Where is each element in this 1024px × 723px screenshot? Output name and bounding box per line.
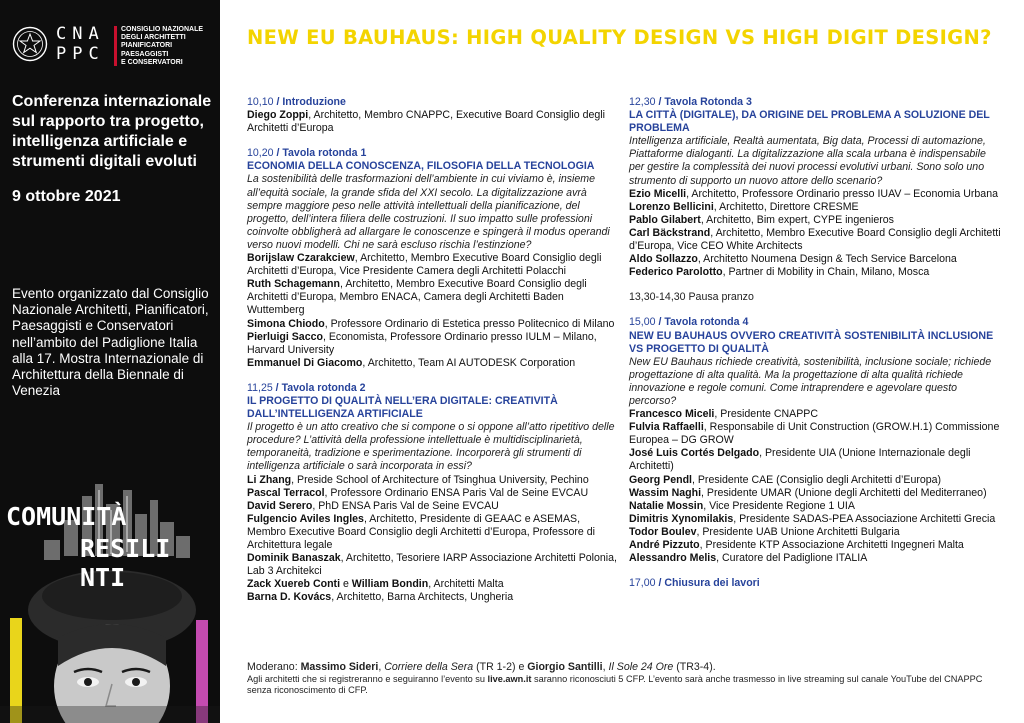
artwork-title-fragment: RESILI bbox=[80, 534, 171, 563]
program-section-tavola-4 bbox=[629, 316, 1001, 565]
speaker-entry bbox=[629, 227, 1001, 253]
session-description: New EU Bauhaus richiede creatività, sostenibilità, inclusione sociale; richiede progettazione di alta qualità. Ma la progettazione di alta qualità richiede innovazione e regole comuni. Come intraprendere e agevolare questo percorso? bbox=[629, 355, 992, 407]
event-description: Evento organizzato dal Consiglio Nazionale Architetti, Pianificatori, Paesaggisti e Conservatori nell’ambito del Padiglione Italia alla 17. Mostra Internazionale di Architettura della Biennale di Venezia bbox=[12, 286, 209, 399]
logo-org-line: PIANIFICATORI bbox=[121, 42, 173, 50]
speaker-name: Borijslaw Czarakciew bbox=[247, 252, 355, 265]
speaker-entry bbox=[629, 513, 1001, 526]
speaker-entry bbox=[629, 447, 1001, 473]
session-label: Chiusura dei lavori bbox=[664, 577, 760, 590]
speaker-role: , Architetto, Membro Executive Board Consiglio degli Architetti d’Europa, Vice Presidente Camera degli Architetti Polacchi bbox=[247, 252, 602, 278]
speaker-entry bbox=[247, 500, 619, 513]
speaker-role: , Presidente CAE (Consiglio degli Architetti d’Europa) bbox=[691, 473, 942, 486]
speaker-name: Aldo Sollazzo bbox=[629, 253, 698, 266]
speaker-name: Federico Parolotto bbox=[629, 266, 723, 279]
speaker-name: Pierluigi Sacco bbox=[247, 330, 323, 343]
artwork-title-fragment: NTI bbox=[80, 563, 126, 592]
speaker-entry bbox=[629, 474, 1001, 487]
speaker-entry bbox=[629, 500, 1001, 513]
session-header: 10,20 / Tavola rotonda 1 bbox=[247, 147, 367, 160]
moderators-line bbox=[247, 661, 1007, 674]
live-link[interactable]: live.awn.it bbox=[487, 673, 532, 684]
logo-org-name bbox=[121, 26, 213, 67]
speaker-role: , Architetto, Direttore CRESME bbox=[713, 200, 859, 213]
logo-divider bbox=[114, 26, 117, 66]
speaker-name: Wassim Naghi bbox=[629, 486, 702, 499]
session-label: Tavola Rotonda 3 bbox=[664, 96, 752, 108]
speaker-role: , Professore Ordinario di Estetica presso Politecnico di Milano bbox=[324, 317, 615, 330]
speaker-role: , Architetto, Professore Ordinario presso IUAV – Economia Urbana bbox=[686, 187, 998, 200]
lunch-break: 13,30-14,30 Pausa pranzo bbox=[629, 291, 754, 304]
speaker-name: Carl Bäckstrand bbox=[629, 226, 711, 239]
speaker-name: Francesco Miceli bbox=[629, 408, 715, 421]
moderator-name: Massimo Sideri bbox=[300, 661, 379, 673]
speaker-name: Ezio Micelli bbox=[629, 187, 687, 200]
speaker-name: Diego Zoppi bbox=[247, 109, 309, 122]
logo-org-line: E CONSERVATORI bbox=[121, 58, 183, 66]
session-title: ECONOMIA DELLA CONOSCENZA, FILOSOFIA DELLA TECNOLOGIA bbox=[247, 160, 595, 173]
speaker-entry bbox=[247, 109, 619, 135]
speaker-role: , Architetto, Team AI AUTODESK Corporation bbox=[362, 356, 576, 369]
speaker-name: David Serero bbox=[247, 499, 313, 512]
speaker-role: , Presidente KTP Associazione Architetti Ingegneri Malta bbox=[699, 539, 964, 551]
speaker-role: , Presidente CNAPPC bbox=[714, 408, 819, 421]
program-section-tavola-3 bbox=[629, 96, 1001, 279]
speaker-name: José Luis Cortés Delgado bbox=[629, 447, 760, 460]
speaker-name: Ruth Schagemann bbox=[247, 278, 341, 291]
logo-org-line: PAESAGGISTI bbox=[121, 50, 169, 58]
speaker-name: Emmanuel Di Giacomo bbox=[247, 356, 363, 369]
speaker-entry bbox=[247, 487, 619, 500]
speaker-name: André Pizzuto bbox=[629, 539, 700, 551]
speaker-entry bbox=[247, 474, 619, 487]
moderator-sessions: (TR3-4). bbox=[673, 661, 716, 673]
speaker-name: William Bondin bbox=[351, 578, 429, 591]
speaker-entry bbox=[629, 214, 1001, 227]
program-section-tavola-1 bbox=[247, 147, 619, 370]
speaker-name: Simona Chiodo bbox=[247, 317, 325, 330]
speaker-entry bbox=[247, 318, 619, 331]
session-label: Tavola rotonda 1 bbox=[282, 147, 367, 160]
speaker-role: , Curatore del Padiglione ITALIA bbox=[716, 552, 868, 565]
speaker-entry bbox=[629, 421, 1001, 447]
speaker-role: , Presidente UMAR (Unione degli Architetti del Mediterraneo) bbox=[701, 486, 987, 499]
separator: , bbox=[378, 661, 385, 673]
speaker-role: , Architetto Noumena Design & Tech Service Barcelona bbox=[697, 253, 957, 266]
speaker-role: , Architetto, Bim expert, CYPE ingenieros bbox=[700, 213, 894, 226]
speaker-name: Fulvia Raffaelli bbox=[629, 421, 704, 434]
session-time: 10,10 bbox=[247, 96, 274, 108]
speaker-role: , Architetti Malta bbox=[428, 578, 504, 591]
logo-org-line: DEGLI ARCHITETTI bbox=[121, 34, 186, 42]
speaker-entry bbox=[629, 487, 1001, 500]
speaker-name: Georg Pendl bbox=[629, 473, 692, 486]
session-header: 10,10 / Introduzione bbox=[247, 96, 346, 108]
speaker-entry bbox=[247, 278, 619, 317]
moderator-sessions: (TR 1-2) e bbox=[473, 661, 528, 673]
session-title: IL PROGETTO DI QUALITÀ NELL’ERA DIGITALE: CREATIVITÀ DALL’INTELLIGENZA ARTIFICIALE bbox=[247, 394, 558, 421]
speaker-role: , Professore Ordinario ENSA Paris Val de Seine EVCAU bbox=[324, 486, 589, 499]
speaker-entry bbox=[247, 513, 619, 552]
session-time: 17,00 bbox=[629, 577, 656, 590]
artwork-title-line2-a bbox=[80, 534, 220, 592]
speaker-entry bbox=[629, 201, 1001, 214]
cfp-note-text: Agli architetti che si registreranno e seguiranno l’evento su bbox=[247, 673, 488, 684]
logo-letters-line: CNA bbox=[56, 24, 105, 44]
program-section-tavola-2 bbox=[247, 382, 619, 605]
cfp-note bbox=[247, 674, 1007, 696]
speaker-role: , Presidente UIA (Unione Internazionale degli Architetti) bbox=[629, 447, 971, 473]
conference-title: Conferenza internazionale sul rapporto tra progetto, intelligenza artificiale e strumenti digitali evoluti bbox=[12, 93, 212, 170]
speaker-name: Lorenzo Bellicini bbox=[629, 200, 714, 213]
program-column-right bbox=[629, 96, 1001, 602]
speaker-name: Todor Boulev bbox=[629, 525, 697, 538]
speaker-name: Natalie Mossin bbox=[629, 499, 704, 512]
speaker-entry bbox=[247, 552, 619, 578]
logo-letters-line: PPC bbox=[56, 44, 105, 64]
moderators-label: Moderano: bbox=[247, 661, 301, 673]
speaker-role: , Architetto, Tesoriere IARP Associazione Architetti Polonia, Lab 3 Architekci bbox=[247, 552, 617, 578]
speaker-entry bbox=[629, 188, 1001, 201]
session-label: Introduzione bbox=[282, 96, 346, 108]
speaker-entry bbox=[247, 578, 619, 591]
program-section-chiusura bbox=[629, 577, 1001, 590]
speaker-name: Pablo Gilabert bbox=[629, 213, 701, 226]
speaker-role: , Economista, Professore Ordinario presso IULM – Milano, Harvard University bbox=[247, 330, 597, 356]
speaker-joiner: e bbox=[340, 578, 352, 591]
session-title: NEW EU BAUHAUS OVVERO CREATIVITÀ SOSTENIBILITÀ INCLUSIONE VS PROGETTO DI QUALITÀ bbox=[629, 329, 994, 355]
speaker-name: Dominik Banaszak bbox=[247, 552, 341, 565]
speaker-name: Fulgencio Aviles Ingles bbox=[247, 512, 364, 525]
logo-letters bbox=[56, 24, 105, 64]
footer bbox=[247, 661, 1007, 696]
speaker-entry bbox=[629, 266, 1001, 279]
speaker-entry bbox=[629, 539, 1001, 552]
session-time: 12,30 bbox=[629, 96, 656, 108]
speaker-entry bbox=[629, 408, 1001, 421]
speaker-role: , Architetto, Membro Executive Board Consiglio degli Architetti d’Europa, Vice CEO White Architects bbox=[629, 226, 1001, 253]
session-header: 11,25 / Tavola rotonda 2 bbox=[247, 381, 366, 394]
moderator-name: Giorgio Santilli bbox=[527, 661, 603, 673]
program-section-introduzione bbox=[247, 96, 619, 135]
session-label: Tavola rotonda 2 bbox=[281, 381, 366, 394]
cfp-note-text: saranno riconosciuti 5 CFP. L’evento sarà anche trasmesso in live streaming sul canale YouTube del CNAPPC senza riconoscimento di CFP. bbox=[247, 673, 983, 695]
speaker-name: Dimitris Xynomilakis bbox=[629, 512, 734, 525]
speaker-role: , Architetto, Barna Architects, Ungheria bbox=[331, 591, 514, 604]
session-time: 15,00 bbox=[629, 316, 656, 329]
session-title: LA CITTÀ (DIGITALE), DA ORIGINE DEL PROBLEMA A SOLUZIONE DEL PROBLEMA bbox=[629, 109, 990, 135]
speaker-role: , Presidente UAB Unione Architetti Bulgaria bbox=[696, 525, 900, 538]
moderator-outlet: Il Sole 24 Ore bbox=[608, 661, 674, 673]
session-description: La sostenibilità delle trasformazioni dell’ambiente in cui viviamo è, insieme all’equità sociale, la grande sfida del XXI secolo. La digitalizzazione avrà sempre maggiore peso nelle attività intellettuali della pianificazione, del progetto, dell’intera filiera delle costruzioni. Il suo impatto sulle professioni coinvolte obbligherà ad allargare le conoscenze e spingerà il modus operandi verso nuovi modelli. Chi ne sarà escluso rischia l’estinzione? bbox=[247, 173, 610, 251]
cnappc-logo bbox=[12, 24, 212, 72]
session-header: 15,00 / Tavola rotonda 4 bbox=[629, 316, 749, 329]
speaker-name: Zack Xuereb Conti bbox=[247, 578, 341, 591]
session-time: 11,25 bbox=[247, 381, 273, 394]
speaker-role: , Architetto, Presidente di GEAAC e ASEMAS, Membro Executive Board Consiglio degli Architetti d’Europa, Professore di Architettura legale bbox=[247, 512, 596, 551]
speaker-role: , Architetto, Membro Executive Board Consiglio degli Architetti d’Europa, Membro ENACA, Camera degli Architetti Baden Wuttemberg bbox=[247, 278, 587, 317]
speaker-role: , Partner di Mobility in Chain, Milano, Mosca bbox=[722, 266, 930, 279]
session-header: 12,30 / Tavola Rotonda 3 bbox=[629, 96, 752, 108]
session-description: Il progetto è un atto creativo che si compone o si oppone all’atto ripetitivo delle procedure? L’attività della professione intellettuale è multidisciplinarietà, temporaneità, tradizione e sperimentazione. Incorporerà gli strumenti di intelligenza artificiale o sarà incorporata in essi? bbox=[247, 421, 615, 473]
speaker-name: Alessandro Melis bbox=[629, 552, 717, 565]
sidebar bbox=[0, 0, 220, 723]
session-time: 10,20 bbox=[247, 147, 274, 160]
speaker-role: , PhD ENSA Paris Val de Seine EVCAU bbox=[312, 499, 499, 512]
session-label: Tavola rotonda 4 bbox=[664, 316, 749, 329]
speaker-name: Pascal Terracol bbox=[247, 486, 325, 499]
speaker-role: , Presidente SADAS-PEA Associazione Architetti Grecia bbox=[733, 512, 996, 525]
speaker-entry bbox=[247, 591, 619, 604]
separator: , bbox=[602, 661, 609, 673]
speaker-role: , Responsabile di Unit Construction (GROW.H.1) Commissione Europea – DG GROW bbox=[629, 421, 1000, 447]
artwork-title-line1: COMUNITÀ bbox=[6, 502, 127, 531]
session-header: 17,00 / Chiusura dei lavori bbox=[629, 577, 760, 590]
session-description: Intelligenza artificiale, Realtà aumentata, Big data, Processi di automazione, Piattaforme dialoganti. La digitalizzazione alla scala urbana è indispensabile per gestire la complessità dei nuovi processi evolutivi urbani. Sono solo uno strumento di supporto un nuovo attore dello scenario? bbox=[629, 135, 986, 187]
moderator-outlet: Corriere della Sera bbox=[384, 661, 474, 673]
speaker-entry bbox=[629, 552, 1001, 565]
speaker-role: , Architetto, Membro CNAPPC, Executive Board Consiglio degli Architetti d’Europa bbox=[247, 109, 605, 135]
speaker-entry bbox=[247, 357, 619, 370]
speaker-entry bbox=[247, 252, 619, 278]
comunita-resilienti-artwork bbox=[0, 470, 220, 723]
speaker-role: , Preside School of Architecture of Tsinghua University, Pechino bbox=[291, 473, 589, 486]
logo-org-line: CONSIGLIO NAZIONALE bbox=[121, 26, 204, 33]
page-headline: NEW EU BAUHAUS: HIGH QUALITY DESIGN VS HIGH DIGIT DESIGN? bbox=[247, 26, 992, 49]
emblem-icon bbox=[12, 26, 48, 62]
program-column-left bbox=[247, 96, 619, 616]
conference-date: 9 ottobre 2021 bbox=[12, 188, 121, 205]
speaker-name: Li Zhang bbox=[247, 473, 292, 486]
speaker-entry bbox=[629, 526, 1001, 539]
speaker-role: , Vice Presidente Regione 1 UIA bbox=[703, 499, 855, 512]
speaker-entry bbox=[247, 331, 619, 357]
speaker-name: Barna D. Kovács bbox=[247, 591, 332, 604]
speaker-entry bbox=[629, 253, 1001, 266]
